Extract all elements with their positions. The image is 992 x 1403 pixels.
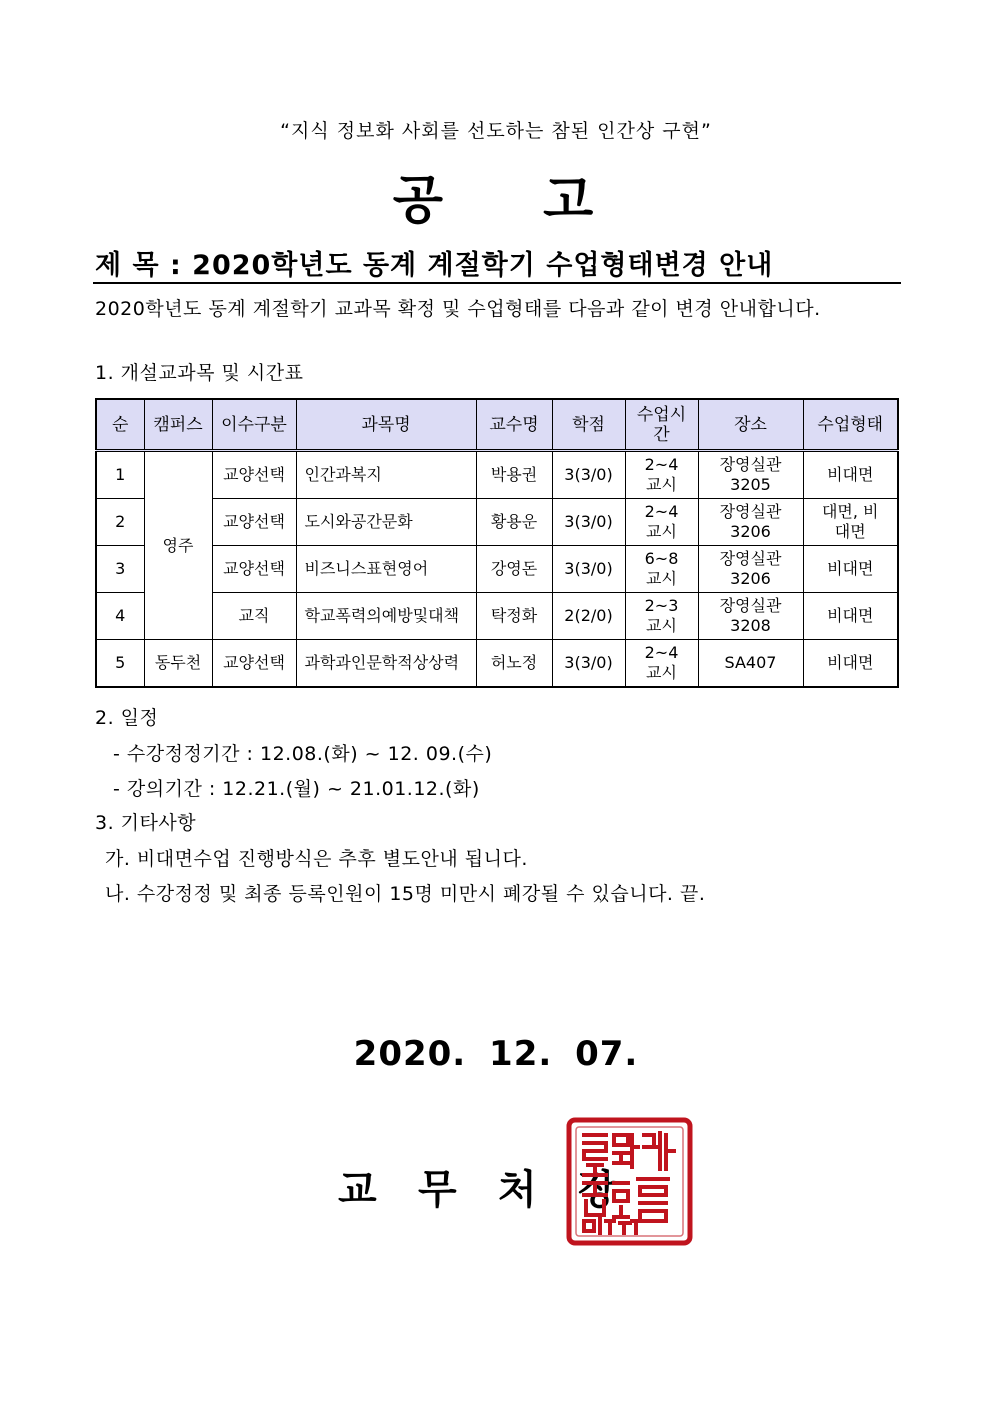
- cell-campus: 영주: [144, 451, 212, 640]
- cell-place: 장영실관 3206: [698, 546, 803, 593]
- cell-type: 교양선택: [212, 546, 296, 593]
- cell-course: 비즈니스표현영어: [296, 546, 476, 593]
- col-header-campus: 캠퍼스: [144, 399, 212, 451]
- cell-type: 교양선택: [212, 640, 296, 688]
- cell-mode: 비대면: [803, 640, 898, 688]
- cell-type: 교양선택: [212, 499, 296, 546]
- timetable: [95, 398, 899, 688]
- cell-professor: 강영돈: [476, 546, 552, 593]
- cell-mode: 대면, 비대면: [803, 499, 898, 546]
- signer-char: 처: [498, 1167, 539, 1213]
- table-row: [96, 640, 898, 688]
- cell-course: 과학과인문학적상상력: [296, 640, 476, 688]
- cell-credit: 3(3/0): [552, 546, 625, 593]
- col-header-place: 장소: [698, 399, 803, 451]
- col-header-time: 수업시간: [625, 399, 698, 451]
- cell-course: 인간과복지: [296, 451, 476, 499]
- cell-place: SA407: [698, 640, 803, 688]
- col-header-mode: 수업형태: [803, 399, 898, 451]
- cell-mode: 비대면: [803, 451, 898, 499]
- cell-type: 교직: [212, 593, 296, 640]
- subject-line: 제 목 : 2020학년도 동계 계절학기 수업형태변경 안내: [95, 250, 774, 281]
- section1-heading: 1. 개설교과목 및 시간표: [95, 362, 304, 384]
- signer-char: 무: [418, 1167, 459, 1213]
- subject-underline: [93, 282, 901, 284]
- cell-mode: 비대면: [803, 593, 898, 640]
- cell-professor: 탁정화: [476, 593, 552, 640]
- cell-no: 1: [96, 451, 144, 499]
- cell-professor: 황용운: [476, 499, 552, 546]
- col-header-credit: 학점: [552, 399, 625, 451]
- table-row: [96, 499, 898, 546]
- cell-no: 2: [96, 499, 144, 546]
- cell-time: 2~4 교시: [625, 499, 698, 546]
- cell-time: 6~8 교시: [625, 546, 698, 593]
- cell-credit: 3(3/0): [552, 451, 625, 499]
- cell-time: 2~4 교시: [625, 640, 698, 688]
- cell-credit: 3(3/0): [552, 499, 625, 546]
- cell-mode: 비대면: [803, 546, 898, 593]
- note-item: 가. 비대면수업 진행방식은 추후 별도안내 됩니다.: [105, 848, 528, 870]
- col-header-professor: 교수명: [476, 399, 552, 451]
- cell-professor: 허노정: [476, 640, 552, 688]
- cell-place: 장영실관 3206: [698, 499, 803, 546]
- section2-heading: 2. 일정: [95, 707, 159, 729]
- cell-no: 5: [96, 640, 144, 688]
- official-seal: [566, 1117, 693, 1246]
- cell-professor: 박용권: [476, 451, 552, 499]
- section3-heading: 3. 기타사항: [95, 812, 197, 834]
- cell-credit: 3(3/0): [552, 640, 625, 688]
- schedule-item: - 수강정정기간 : 12.08.(화) ~ 12. 09.(수): [113, 743, 493, 765]
- intro-text: 2020학년도 동계 계절학기 교과목 확정 및 수업형태를 다음과 같이 변경 안내합니다.: [95, 298, 821, 320]
- cell-course: 도시와공간문화: [296, 499, 476, 546]
- cell-place: 장영실관 3208: [698, 593, 803, 640]
- col-header-no: 순: [96, 399, 144, 451]
- col-header-type: 이수구분: [212, 399, 296, 451]
- slogan: “지식 정보화 사회를 선도하는 참된 인간상 구현”: [280, 120, 712, 142]
- table-header-row: [96, 399, 898, 451]
- cell-place: 장영실관 3205: [698, 451, 803, 499]
- cell-time: 2~3 교시: [625, 593, 698, 640]
- col-header-course: 과목명: [296, 399, 476, 451]
- table-row: [96, 546, 898, 593]
- notice-date: 2020. 12. 07.: [353, 1034, 639, 1074]
- cell-campus: 동두천: [144, 640, 212, 688]
- notice-title: 공 고: [392, 171, 600, 231]
- cell-no: 3: [96, 546, 144, 593]
- signer-char: 장: [578, 1167, 619, 1213]
- note-item: 나. 수강정정 및 최종 등록인원이 15명 미만시 폐강될 수 있습니다. 끝.: [105, 883, 706, 905]
- cell-credit: 2(2/0): [552, 593, 625, 640]
- table-row: [96, 451, 898, 499]
- cell-no: 4: [96, 593, 144, 640]
- signer-char: 교: [338, 1167, 379, 1213]
- table-row: [96, 593, 898, 640]
- schedule-item: - 강의기간 : 12.21.(월) ~ 21.01.12.(화): [113, 778, 480, 800]
- cell-time: 2~4 교시: [625, 451, 698, 499]
- cell-type: 교양선택: [212, 451, 296, 499]
- cell-course: 학교폭력의예방및대책: [296, 593, 476, 640]
